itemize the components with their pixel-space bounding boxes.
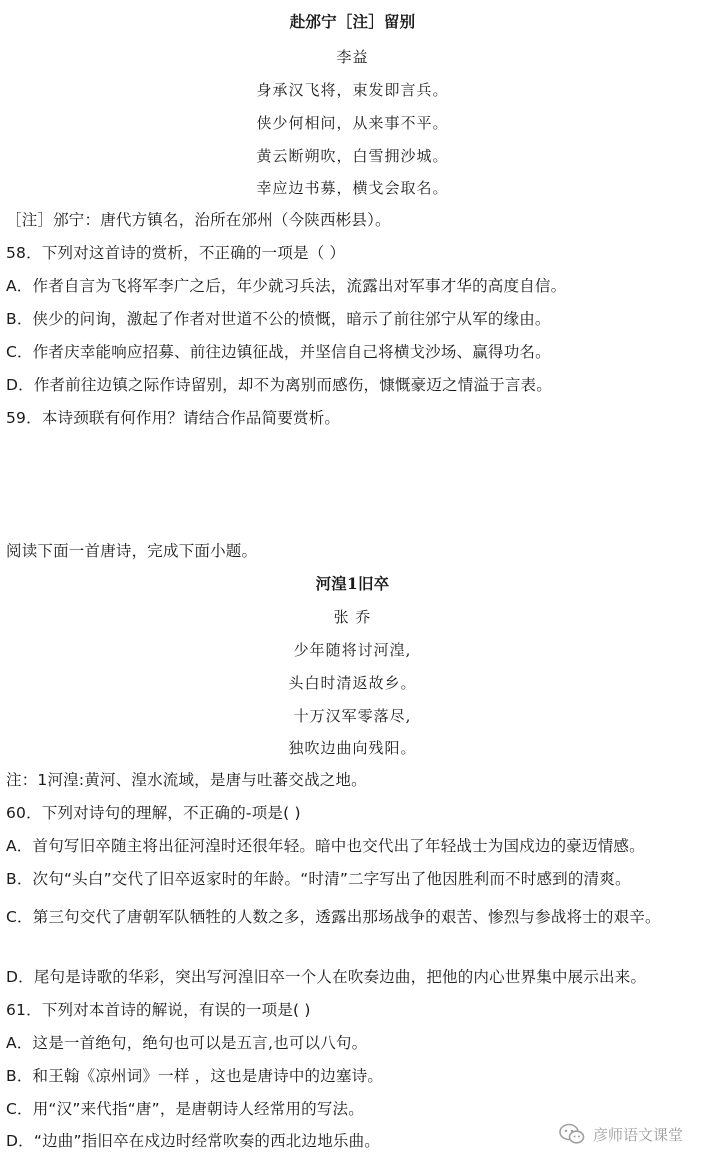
q60-option-d: D．尾句是诗歌的华彩，突出写河湟旧卒一个人在吹奏边曲，把他的内心世界集中展示出来。 — [6, 968, 647, 986]
poem2-note: 注：1河湟:黄河、湟水流域，是唐与吐蕃交战之地。 — [6, 771, 367, 789]
poem2-author: 张 乔 — [333, 608, 372, 626]
q58-option-b: B．侠少的问询，激起了作者对世道不公的愤慨，暗示了前往邠宁从军的缘由。 — [6, 310, 551, 328]
poem2-line-3: 十万汉军零落尽, — [293, 707, 412, 725]
poem1-line-4: 幸应边书募，横戈会取名。 — [256, 179, 449, 197]
poem2-line-4: 独吹边曲向残阳。 — [288, 739, 417, 757]
q58-option-c: C．作者庆幸能响应招募、前往边镇征战，并坚信自己将横戈沙场、赢得功名。 — [6, 343, 551, 361]
q60-option-c: C．第三句交代了唐朝军队牺牲的人数之多，透露出那场战争的艰苦、惨烈与参战将士的艰辛。 — [6, 908, 661, 926]
q61-stem: 61．下列对本首诗的解说，有误的一项是( ) — [6, 1001, 311, 1019]
poem1-line-3: 黄云断朔吹，白雪拥沙城。 — [256, 147, 449, 165]
q60-option-b: B．次句“头白”交代了旧卒返家时的年龄。“时清”二字写出了他因胜利而不时感到的清爽。 — [6, 870, 631, 888]
q58-stem: 58．下列对这首诗的赏析，不正确的一项是（ ） — [6, 244, 346, 262]
q58-option-a: A．作者自言为飞将军李广之后，年少就习兵法，流露出对军事才华的高度自信。 — [6, 277, 567, 295]
poem1-line-2: 侠少何相问，从来事不平。 — [256, 114, 449, 132]
watermark — [559, 1120, 683, 1148]
q61-option-c: C．用“汉”来代指“唐”，是唐朝诗人经常用的写法。 — [6, 1100, 364, 1118]
q61-option-a: A．这是一首绝句，绝句也可以是五言,也可以八句。 — [6, 1034, 368, 1052]
section2-intro: 阅读下面一首唐诗，完成下面小题。 — [6, 542, 258, 560]
q58-option-d: D．作者前往边镇之际作诗留别，却不为离别而感伤，慷慨豪迈之情溢于言表。 — [6, 376, 552, 394]
q61-option-b: B．和王翰《凉州词》一样 ，这也是唐诗中的边塞诗。 — [6, 1067, 384, 1085]
q60-stem: 60．下列对诗句的理解，不正确的-项是( ) — [6, 804, 301, 822]
poem1-line-1: 身承汉飞将，束发即言兵。 — [256, 81, 449, 99]
poem1-title: 赴邠宁［注］留别 — [289, 12, 416, 31]
poem2-line-2: 头白时清返故乡。 — [288, 674, 417, 692]
watermark-text: 彦师语文课堂 — [592, 1125, 683, 1144]
q60-option-a: A．首句写旧卒随主将出征河湟时还很年轻。暗中也交代出了年轻战士为国戍边的豪迈情感。 — [6, 837, 645, 855]
q61-option-d: D．“边曲”指旧卒在戍边时经常吹奏的西北边地乐曲。 — [6, 1132, 380, 1150]
poem2-line-1: 少年随将讨河湟, — [293, 641, 412, 659]
poem2-title: 河湟1旧卒 — [315, 574, 390, 593]
poem1-author: 李益 — [336, 48, 369, 66]
q59-stem: 59．本诗颈联有何作用？请结合作品简要赏析。 — [6, 409, 341, 427]
wechat-official-account-icon — [559, 1123, 585, 1145]
poem1-note: ［注］邠宁：唐代方镇名，治所在邠州（今陕西彬县）。 — [6, 211, 391, 229]
